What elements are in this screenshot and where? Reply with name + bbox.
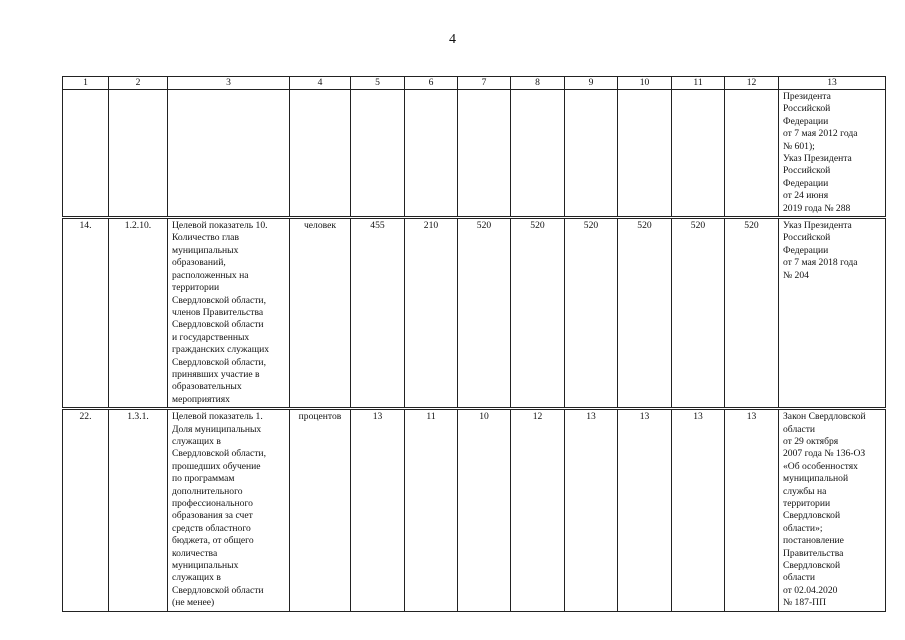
col-header-9: 9 — [565, 77, 618, 90]
value-cell: 13 — [672, 409, 725, 612]
value-cell: 13 — [565, 409, 618, 612]
table-cell — [725, 90, 779, 218]
table-cell — [618, 90, 672, 218]
row-number-cell: 14. — [63, 218, 109, 409]
col-header-10: 10 — [618, 77, 672, 90]
value-cell: 13 — [351, 409, 405, 612]
table-cell — [63, 90, 109, 218]
column-number-row — [63, 77, 886, 90]
col-header-13: 13 — [779, 77, 886, 90]
table-cell — [351, 90, 405, 218]
col-header-11: 11 — [672, 77, 725, 90]
col-header-12: 12 — [725, 77, 779, 90]
unit-cell: процентов — [290, 409, 351, 612]
table-cell — [458, 90, 511, 218]
table-cell — [109, 90, 168, 218]
legal-basis-cell: Президента Российской Федерации от 7 мая 2012 года № 601); Указ Президента Российской Федерации от 24 июня 2019 года № 288 — [779, 90, 886, 218]
value-cell: 12 — [511, 409, 565, 612]
row-number-cell: 22. — [63, 409, 109, 612]
value-cell: 520 — [672, 218, 725, 409]
col-header-7: 7 — [458, 77, 511, 90]
value-cell: 13 — [618, 409, 672, 612]
table-cell — [168, 90, 290, 218]
col-header-3: 3 — [168, 77, 290, 90]
indicator-name-cell: Целевой показатель 10. Количество глав муниципальных образований, расположенных на территории Свердловской области, членов Правительства Свердловской области и государственных гражданских служащих Свердловской области, принявших участие в образовательных мероприятиях — [168, 218, 290, 409]
table-cell — [565, 90, 618, 218]
value-cell: 520 — [511, 218, 565, 409]
table-cell — [672, 90, 725, 218]
unit-cell: человек — [290, 218, 351, 409]
col-header-2: 2 — [109, 77, 168, 90]
indicator-name-cell: Целевой показатель 1. Доля муниципальных служащих в Свердловской области, прошедших обучение по программам дополнительного профессионального образования за счет средств областного бюджета, от общего количества муниципальных служащих в Свердловской области (не менее) — [168, 409, 290, 612]
table-row-22 — [63, 409, 886, 612]
value-cell: 10 — [458, 409, 511, 612]
col-header-1: 1 — [63, 77, 109, 90]
legal-basis-cell: Указ Президента Российской Федерации от 7 мая 2018 года № 204 — [779, 218, 886, 409]
page-number: 4 — [449, 32, 456, 47]
indicator-code-cell: 1.2.10. — [109, 218, 168, 409]
value-cell: 520 — [458, 218, 511, 409]
table-cell — [511, 90, 565, 218]
col-header-5: 5 — [351, 77, 405, 90]
value-cell: 520 — [618, 218, 672, 409]
value-cell: 11 — [405, 409, 458, 612]
indicator-code-cell: 1.3.1. — [109, 409, 168, 612]
col-header-6: 6 — [405, 77, 458, 90]
table-row-14 — [63, 218, 886, 409]
value-cell: 13 — [725, 409, 779, 612]
indicator-table — [62, 76, 886, 612]
col-header-4: 4 — [290, 77, 351, 90]
legal-basis-cell: Закон Свердловской области от 29 октября 2007 года № 136-ОЗ «Об особенностях муниципальной службы на территории Свердловской области»; постановление Правительства Свердловской области от 02.04.2020 № 187-ПП — [779, 409, 886, 612]
value-cell: 520 — [725, 218, 779, 409]
value-cell: 520 — [565, 218, 618, 409]
col-header-8: 8 — [511, 77, 565, 90]
table-row-continuation — [63, 90, 886, 218]
table-cell — [290, 90, 351, 218]
value-cell: 455 — [351, 218, 405, 409]
value-cell: 210 — [405, 218, 458, 409]
table-cell — [405, 90, 458, 218]
